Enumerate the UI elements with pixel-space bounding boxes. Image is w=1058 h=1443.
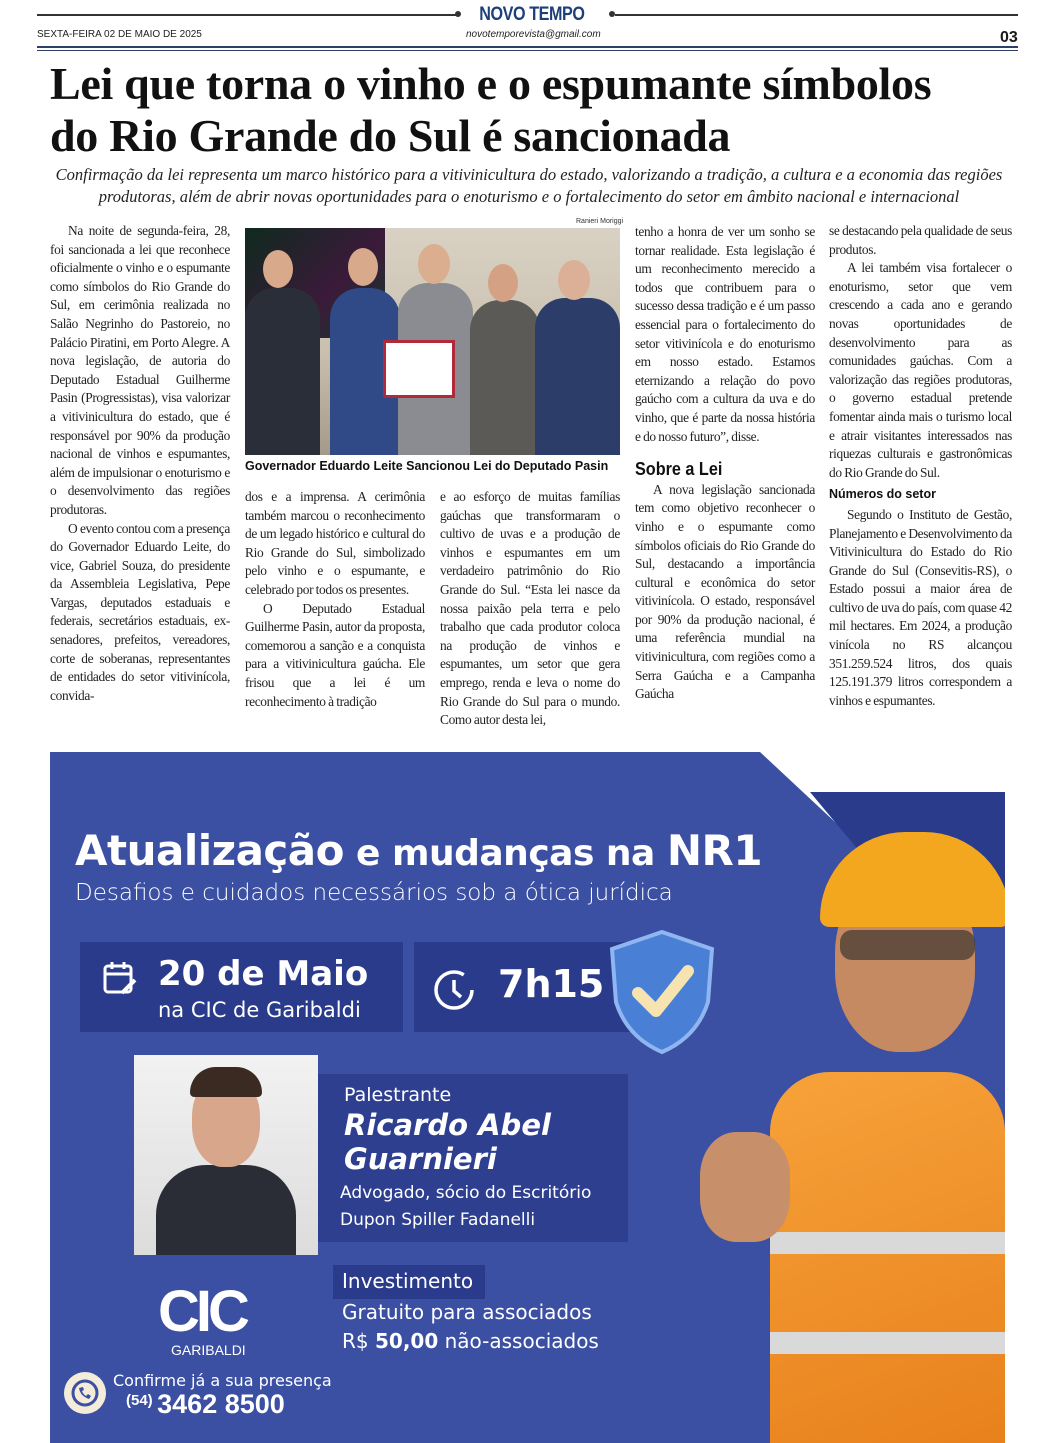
- whatsapp-icon[interactable]: [64, 1372, 106, 1414]
- speaker-box: [318, 1074, 628, 1242]
- investment-members: Gratuito para associados: [342, 1300, 592, 1324]
- paragraph: O Deputado Estadual Guilherme Pasin, autor da proposta, comemorou a sanção e a conquista para a vitivinicultura gaúcha. Ele frisou que a lei é um reconhecimento à tradição: [245, 600, 425, 709]
- paragraph: A nova legislação sancionada tem como objetivo reconhecer o vinho e o espumante como símbolos oficiais do Rio Grande do Sul, destacando a importância cultural e econômica do setor vitivinícola. O estado, responsável por 90% da produção nacional, é uma referência mundial na vitivinicultura, com regiões como a Serra Gaúcha e a Campanha Gaúcha: [635, 481, 815, 702]
- speaker-label: Palestrante: [344, 1084, 452, 1106]
- person-head: [263, 250, 293, 288]
- investment-label: Investimento: [342, 1269, 474, 1293]
- subheading-numeros-do-setor: Números do setor: [829, 487, 936, 502]
- brand-name: NOVO TEMPO: [479, 4, 585, 25]
- speaker-name-line: Ricardo Abel: [344, 1108, 551, 1142]
- phone-number[interactable]: [126, 1389, 285, 1420]
- person-figure: [535, 298, 620, 455]
- speaker-photo: [134, 1055, 318, 1255]
- paragraph: dos e a imprensa. A cerimônia também marcou o reconhecimento de um legado histórico e cultural do Rio Grande do Sul, simbolizado pelo vinho e o espumante, e celebrado por todos os presentes.: [245, 489, 425, 597]
- header-rule-left: [37, 14, 457, 16]
- paragraph: se destacando pela qualidade de seus produtos.: [829, 223, 1012, 257]
- article-column-1: [50, 222, 230, 705]
- person-figure: [245, 288, 320, 455]
- subheading-sobre-a-lei: Sobre a Lei: [635, 459, 723, 480]
- event-date: 20 de Maio: [158, 954, 369, 994]
- paragraph: tenho a honra de ver um sonho se tornar realidade. Esta legislação é um reconhecimento merecido a todos que contribuem para o sucesso dessa tradição e é um passo essencial para o fortalecimento do setor vitivinícola e do enoturismo em nosso estado. Estamos eternizando a relação do povo gaúcho com a cultura da uva e do vinho, que é parte da nossa história e do nosso futuro”, disse.: [635, 224, 815, 444]
- article-column-5: [829, 222, 1012, 710]
- ad-title-part: e mudanças na: [344, 833, 667, 874]
- safety-vest: [770, 1072, 1005, 1443]
- person-head: [488, 264, 518, 302]
- speaker-role: [340, 1180, 591, 1234]
- speaker-name: [344, 1108, 551, 1176]
- ad-title-part: NR1: [666, 826, 763, 875]
- confirm-text: Confirme já a sua presença: [113, 1371, 332, 1390]
- area-code: (54): [126, 1392, 153, 1409]
- worker-photo: [740, 862, 1005, 1443]
- ceremony-photo: [245, 228, 620, 455]
- headline-line: Lei que torna o vinho e o espumante símbolos: [50, 58, 932, 109]
- header-double-rule: [37, 46, 1018, 48]
- article-column-3: [440, 488, 620, 730]
- headline-line: do Rio Grande do Sul é sancionada: [50, 110, 731, 161]
- date-box: [80, 942, 403, 1032]
- paragraph: A lei também visa fortalecer o enoturismo, setor que vem crescendo a cada ano e gerando novas oportunidades de desenvolvimento para as comunidades gaúchas. Com a valorização das regiões produtoras, o governo estadual pretende fomentar ainda mais o turismo local e atrair visitantes interessados nas riquezas culturais e gastronômicas do Rio Grande do Sul.: [829, 260, 1012, 480]
- header-rule-right: [615, 14, 1018, 16]
- worker-hand: [700, 1132, 790, 1242]
- photo-credit: Ranieri Moriggi: [576, 218, 624, 225]
- cic-logo: CIC: [158, 1279, 246, 1344]
- clock-icon: [432, 968, 476, 1012]
- person-figure: [470, 300, 540, 455]
- cic-logo-subtitle: GARIBALDI: [171, 1342, 246, 1358]
- person-head: [348, 248, 378, 286]
- safety-glasses: [840, 930, 975, 960]
- photo-caption: Governador Eduardo Leite Sancionou Lei do Deputado Pasin: [245, 459, 609, 473]
- article-column-2: [245, 488, 425, 711]
- shield-check-icon: [602, 927, 722, 1057]
- phone: 3462 8500: [157, 1389, 285, 1419]
- reflective-stripe: [770, 1232, 1005, 1254]
- price: 50,00: [374, 1329, 439, 1353]
- paragraph: O evento contou com a presença do Governador Eduardo Leite, do vice, Gabriel Souza, do presidente da Assembleia Legislativa, Pepe Vargas, deputados estaduais e federais, secretários estaduais, ex-senadores, prefeitos, vereadores, corte de soberanas, representantes de entidades do setor vitivinícola, convida-: [50, 520, 230, 703]
- signed-law-document: [383, 340, 455, 398]
- currency: R$: [342, 1329, 375, 1353]
- page-number: 03: [1000, 29, 1018, 46]
- headline: [50, 58, 931, 162]
- investment-non-members: [342, 1329, 599, 1353]
- price-note: não-associados: [438, 1329, 599, 1353]
- article-column-4: [635, 223, 815, 704]
- investment-label-box: [333, 1265, 485, 1299]
- speaker-name-line: Guarnieri: [344, 1142, 497, 1176]
- speaker-role-line: Advogado, sócio do Escritório: [340, 1183, 592, 1203]
- paragraph: Na noite de segunda-feira, 28, foi sancionada a lei que reconhece oficialmente o vinho e o espumante como símbolos do Rio Grande do Sul, em cerimônia realizada no Salão Negrinho do Pastoreio, no Palácio Piratini, em Porto Alegre. A nova legislação, de autoria do Deputado Estadual Guilherme Pasin (Progressistas), visa valorizar a vitivinicultura do estado, que é responsável por 90% da produção nacional de vinhos e espumantes, além de impulsionar o enoturismo e o desenvolvimento das regiões produtoras.: [50, 223, 230, 517]
- calendar-icon: [102, 960, 138, 998]
- person-head: [558, 260, 590, 300]
- article-deck: Confirmação da lei representa um marco histórico para a vitivinicultura do estado, valorizando a tradição, a cultura e a economia das regiões produtoras, além de abrir novas oportunidades para o enoturismo e o fortalecimento do setor em âmbito nacional e internacional: [55, 165, 1003, 206]
- nr1-event-advertisement: [50, 752, 1005, 1443]
- ad-subtitle: Desafios e cuidados necessários sob a ótica jurídica: [75, 880, 673, 906]
- header-double-rule: [37, 50, 1018, 51]
- reflective-stripe: [770, 1332, 1005, 1354]
- contact-email: novotemporevista@gmail.com: [466, 29, 601, 40]
- paragraph: e ao esforço de muitas famílias gaúchas que transformaram o cultivo de uvas e a produção de vinhos e espumantes em um verdadeiro patrimônio do Rio Grande do Sul. “Esta lei nasce da nossa paixão pela terra e pelo trabalho que cada produtor coloca na produção de vinhos e espumantes, um setor que gera emprego, renda e leva o nome do Rio Grande do Sul para o mundo. Como autor desta lei,: [440, 489, 620, 728]
- speaker-role-line: Dupon Spiller Fadanelli: [340, 1210, 536, 1230]
- paragraph: Segundo o Instituto de Gestão, Planejamento e Desenvolvimento da Vitivinicultura do Estado do Rio Grande do Sul (Consevitis-RS), o Estado possui a maior área de cultivo de uva do país, com quase 42 mil hectares. Em 2024, a produção vinícola no RS alcançou 351.259.524 litros, dos quais 125.191.379 litros correspondem a vinhos e espumantes.: [829, 506, 1012, 708]
- speaker-hair: [190, 1067, 262, 1097]
- ad-title-part: Atualização: [75, 826, 344, 875]
- event-time: 7h15: [498, 962, 605, 1006]
- ad-title: [75, 826, 762, 875]
- person-head: [418, 244, 450, 284]
- header-dot: [455, 11, 461, 17]
- speaker-suit: [156, 1165, 296, 1255]
- issue-date: SEXTA-FEIRA 02 DE MAIO DE 2025: [37, 29, 202, 40]
- event-venue: na CIC de Garibaldi: [158, 998, 361, 1022]
